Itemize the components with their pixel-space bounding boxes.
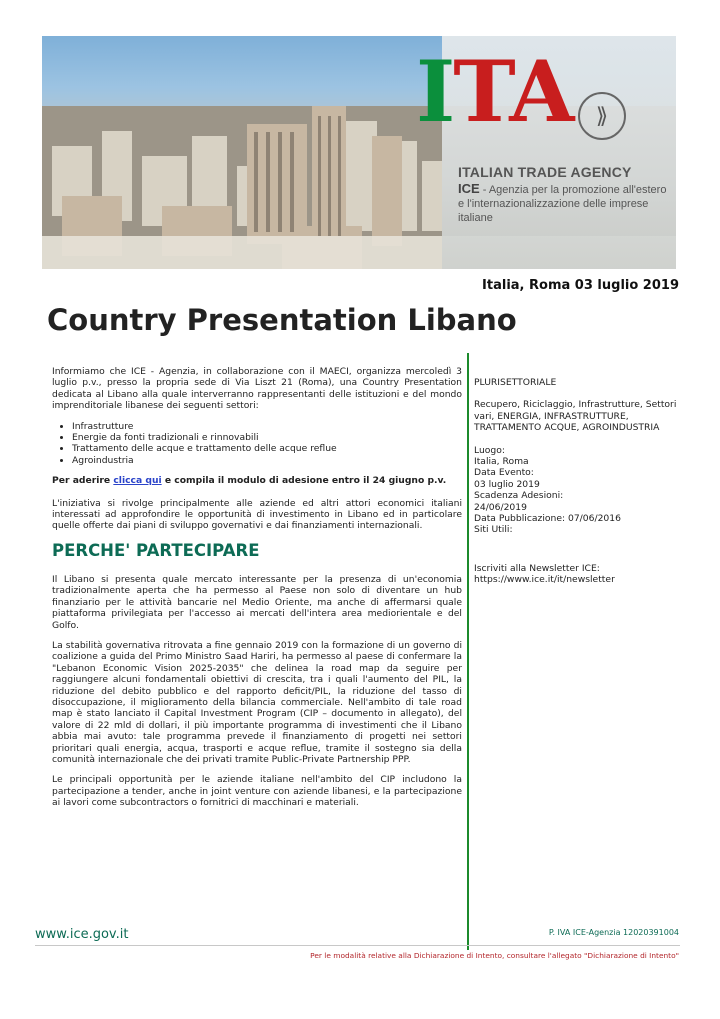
siti-label: Siti Utili:: [474, 524, 513, 536]
column-divider: [467, 353, 469, 950]
adherence-after: e compila il modulo di adesione entro il 24 giugno p.v.: [161, 475, 447, 487]
page-title: Country Presentation Libano: [47, 303, 517, 337]
luogo-label: Luogo:: [474, 444, 505, 456]
header-banner: [42, 36, 676, 269]
intro-paragraph: Informiamo che ICE - Agenzia, in collaborazione con il MAECI, organizza mercoledì 3 luglio p.v., presso la propria sede di Via Liszt 21 (Roma), una Country Presentation dedicata al Libano alla quale interverranno rappresentanti delle istituzioni e del mondo imprenditoriale libanese dei seguenti settori:: [52, 366, 462, 412]
list-item: • Trattamento delle acque e trattamento delle acque reflue: [72, 443, 462, 454]
sidebar-category: PLURISETTORIALE: [474, 377, 557, 388]
footer-vat: P. IVA ICE-Agenzia 12020391004: [548, 928, 679, 937]
luogo-value: Italia, Roma: [474, 456, 529, 468]
agency-ice: ICE: [458, 181, 480, 196]
agency-description: [458, 182, 672, 225]
agency-name: ITALIAN TRADE AGENCY: [458, 164, 632, 180]
data-evento-label: Data Evento:: [474, 467, 534, 479]
data-evento-value: 03 luglio 2019: [474, 478, 540, 490]
section-heading: PERCHE' PARTECIPARE: [52, 540, 260, 560]
logo-letter-t: T: [453, 42, 510, 141]
main-column: [52, 366, 462, 818]
sector-list: [52, 421, 462, 467]
ita-logo: [416, 42, 573, 141]
sidebar-sectors: Recupero, Riciclaggio, Infrastrutture, Settori vari, ENERGIA, INFRASTRUTTURE, TRATTAMENTO ACQUE, AGROINDUSTRIA: [474, 399, 677, 434]
footer-website-link[interactable]: www.ice.gov.it: [35, 927, 129, 942]
footer-divider: [35, 945, 680, 946]
agency-desc-text: - Agenzia per la promozione all'estero e l'internazionalizzazione delle imprese italiane: [458, 184, 667, 224]
target-paragraph: L'iniziativa si rivolge principalmente alle aziende ed altri attori economici italiani interessati ad approfondire le opportunità di investimento in Libano ed in particolare quelle offerte dai piani di sviluppo governativi e dai finanziamenti internazionali.: [52, 497, 462, 532]
list-item: • Energie da fonti tradizionali e rinnovabili: [72, 432, 462, 443]
logo-letter-i: I: [416, 42, 454, 141]
ita-logo-mark-icon: ⟫: [578, 92, 626, 140]
newsletter-label: Iscriviti alla Newsletter ICE:: [474, 563, 600, 574]
body-paragraph: Le principali opportunità per le aziende italiane nell'ambito del CIP includono la partecipazione a tender, anche in joint venture con aziende libanesi, e la partecipazione ai lavori come subcontractors o fornitrici di macchinari e materiali.: [52, 774, 462, 809]
footer-note: Per le modalità relative alla Dichiarazione di Intento, consultare l'allegato "Dichiarazione di Intento": [310, 951, 679, 960]
logo-letter-a: A: [509, 42, 573, 141]
adherence-before: Per aderire: [52, 475, 114, 487]
body-paragraph: Il Libano si presenta quale mercato interessante per la presenza di un'economia tradizionalmente aperta che ha permesso al Paese non solo di diventare un hub finanziario per le attività bancarie nel Medio Oriente, ma anche di affermarsi quale piattaforma privilegiata per l'accesso ai mercati dell'intera area mediorientale e del Golfo.: [52, 573, 462, 631]
list-item: • Infrastrutture: [72, 421, 462, 432]
body-paragraph: La stabilità governativa ritrovata a fine gennaio 2019 con la formazione di un governo di coalizione a guida del Primo Ministro Saad Hariri, ha permesso al paese di confermare la "Lebanon Economic Vision 2025-2035" che delinea la road map da seguire per raggiungere alcuni fondamentali obiettivi di crescita, tra i quali l'aumento del PIL, la riduzione del debito pubblico e del rapporto deficit/PIL, la riduzione del tasso di disoccupazione, il miglioramento della bilancia commerciale. Nell'ambito di tale road map è stato lanciato il Capital Investment Program (CIP – documento in allegato), del valore di 22 mld di dollari, il più importante programma di investimenti che il Libano abbia mai avuto: tale programma prevede il finanziamento di progetti nei settori prioritari quali energia, acqua, trasporti e acque reflue, tramite il sostegno sia della comunità internazionale che dei privati tramite Public-Private Partnership PPP.: [52, 639, 462, 765]
register-link[interactable]: clicca qui: [113, 475, 162, 487]
scadenza-label: Scadenza Adesioni:: [474, 490, 564, 502]
scadenza-value: 24/06/2019: [474, 501, 527, 513]
sidebar: [474, 377, 684, 536]
dateline: Italia, Roma 03 luglio 2019: [482, 278, 679, 293]
newsletter-url[interactable]: https://www.ice.it/it/newsletter: [474, 574, 615, 586]
newsletter-block: [474, 563, 684, 586]
list-item: • Agroindustria: [72, 455, 462, 466]
pubblicazione: Data Pubblicazione: 07/06/2016: [474, 513, 621, 525]
adherence-line: [52, 475, 462, 486]
